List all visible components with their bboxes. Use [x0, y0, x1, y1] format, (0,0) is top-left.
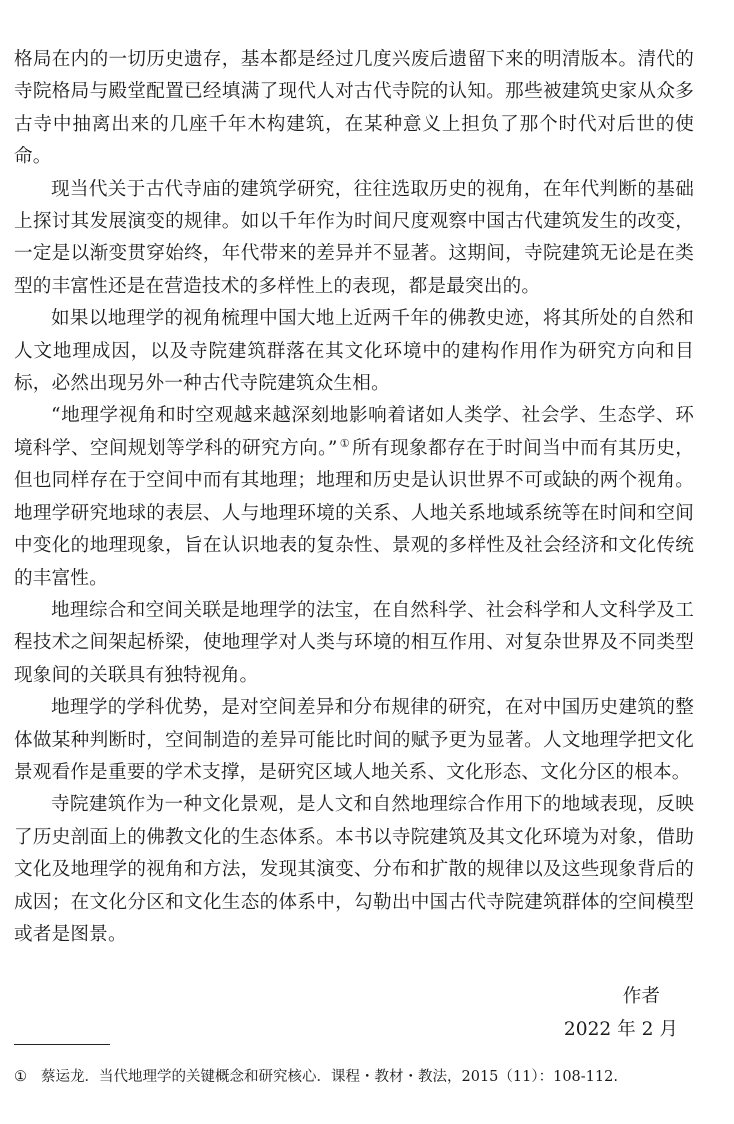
footnote	[14, 1066, 714, 1088]
paragraph-5: 地理综合和空间关联是地理学的法宝，在自然科学、社会科学和人文科学及工程技术之间架起桥梁，使地理学对人类与环境的相互作用、对复杂世界及不同类型现象间的关联具有独特视角。	[14, 599, 694, 686]
signature-date: 2022 年 2 月	[563, 1018, 678, 1040]
paragraph-4-quote	[14, 400, 694, 594]
quote-followup-text: 所有现象都存在于时间当中而有其历史，但也同样存在于空间中而有其地理；地理和历史是认识世界不可或缺的两个视角。地理学研究地球的表层、人与地理环境的关系、人地关系地域系统等在时间和空间中变化的地理现象，旨在认识地表的复杂性、景观的多样性及社会经济和文化传统的丰富性。	[14, 437, 695, 589]
footnote-text: 蔡运龙．当代地理学的关键概念和研究核心．课程・教材・教法，2015（11）：108-112.	[41, 1069, 618, 1085]
quote-text: “地理学视角和时空观越来越深刻地影响着诸如人类学、社会学、生态学、环境科学、空间规划等学科的研究方向。”	[14, 405, 694, 459]
signature-block	[14, 981, 694, 1046]
document-body	[14, 44, 694, 1046]
paragraph-2: 现当代关于古代寺庙的建筑学研究，往往选取历史的视角，在年代判断的基础上探讨其发展演变的规律。如以千年作为时间尺度观察中国古代建筑发生的改变，一定是以渐变贯穿始终，年代带来的差异并不显著。这期间，寺院建筑无论是在类型的丰富性还是在营造技术的多样性上的表现，都是最突出的。	[14, 178, 694, 297]
paragraph-6: 地理学的学科优势，是对空间差异和分布规律的研究，在对中国历史建筑的整体做某种判断时，空间制造的差异可能比时间的赋予更为显著。人文地理学把文化景观看作是重要的学术支撑，是研究区域人地关系、文化形态、文化分区的根本。	[14, 697, 694, 783]
signature-author: 作者	[622, 986, 660, 1008]
paragraph-3: 如果以地理学的视角梳理中国大地上近两千年的佛教史迹，将其所处的自然和人文地理成因，以及寺院建筑群落在其文化环境中的建构作用作为研究方向和目标，必然出现另外一种古代寺院建筑众生相。	[14, 308, 694, 395]
footnote-reference[interactable]: ①	[339, 436, 351, 450]
footnote-divider	[14, 1044, 110, 1045]
paragraph-1: 格局在内的一切历史遗存，基本都是经过几度兴废后遗留下来的明清版本。清代的寺院格局与殿堂配置已经填满了现代人对古代寺院的认知。那些被建筑史家从众多古寺中抽离出来的几座千年木构建筑，在某种意义上担负了那个时代对后世的使命。	[14, 49, 694, 168]
paragraph-7: 寺院建筑作为一种文化景观，是人文和自然地理综合作用下的地域表现，反映了历史剖面上的佛教文化的生态体系。本书以寺院建筑及其文化环境为对象，借助文化及地理学的视角和方法，发现其演变、分布和扩散的规律以及这些现象背后的成因；在文化分区和文化生态的体系中，勾勒出中国古代寺院建筑群体的空间模型或者是图景。	[14, 794, 694, 945]
footnote-mark: ①	[14, 1069, 27, 1085]
